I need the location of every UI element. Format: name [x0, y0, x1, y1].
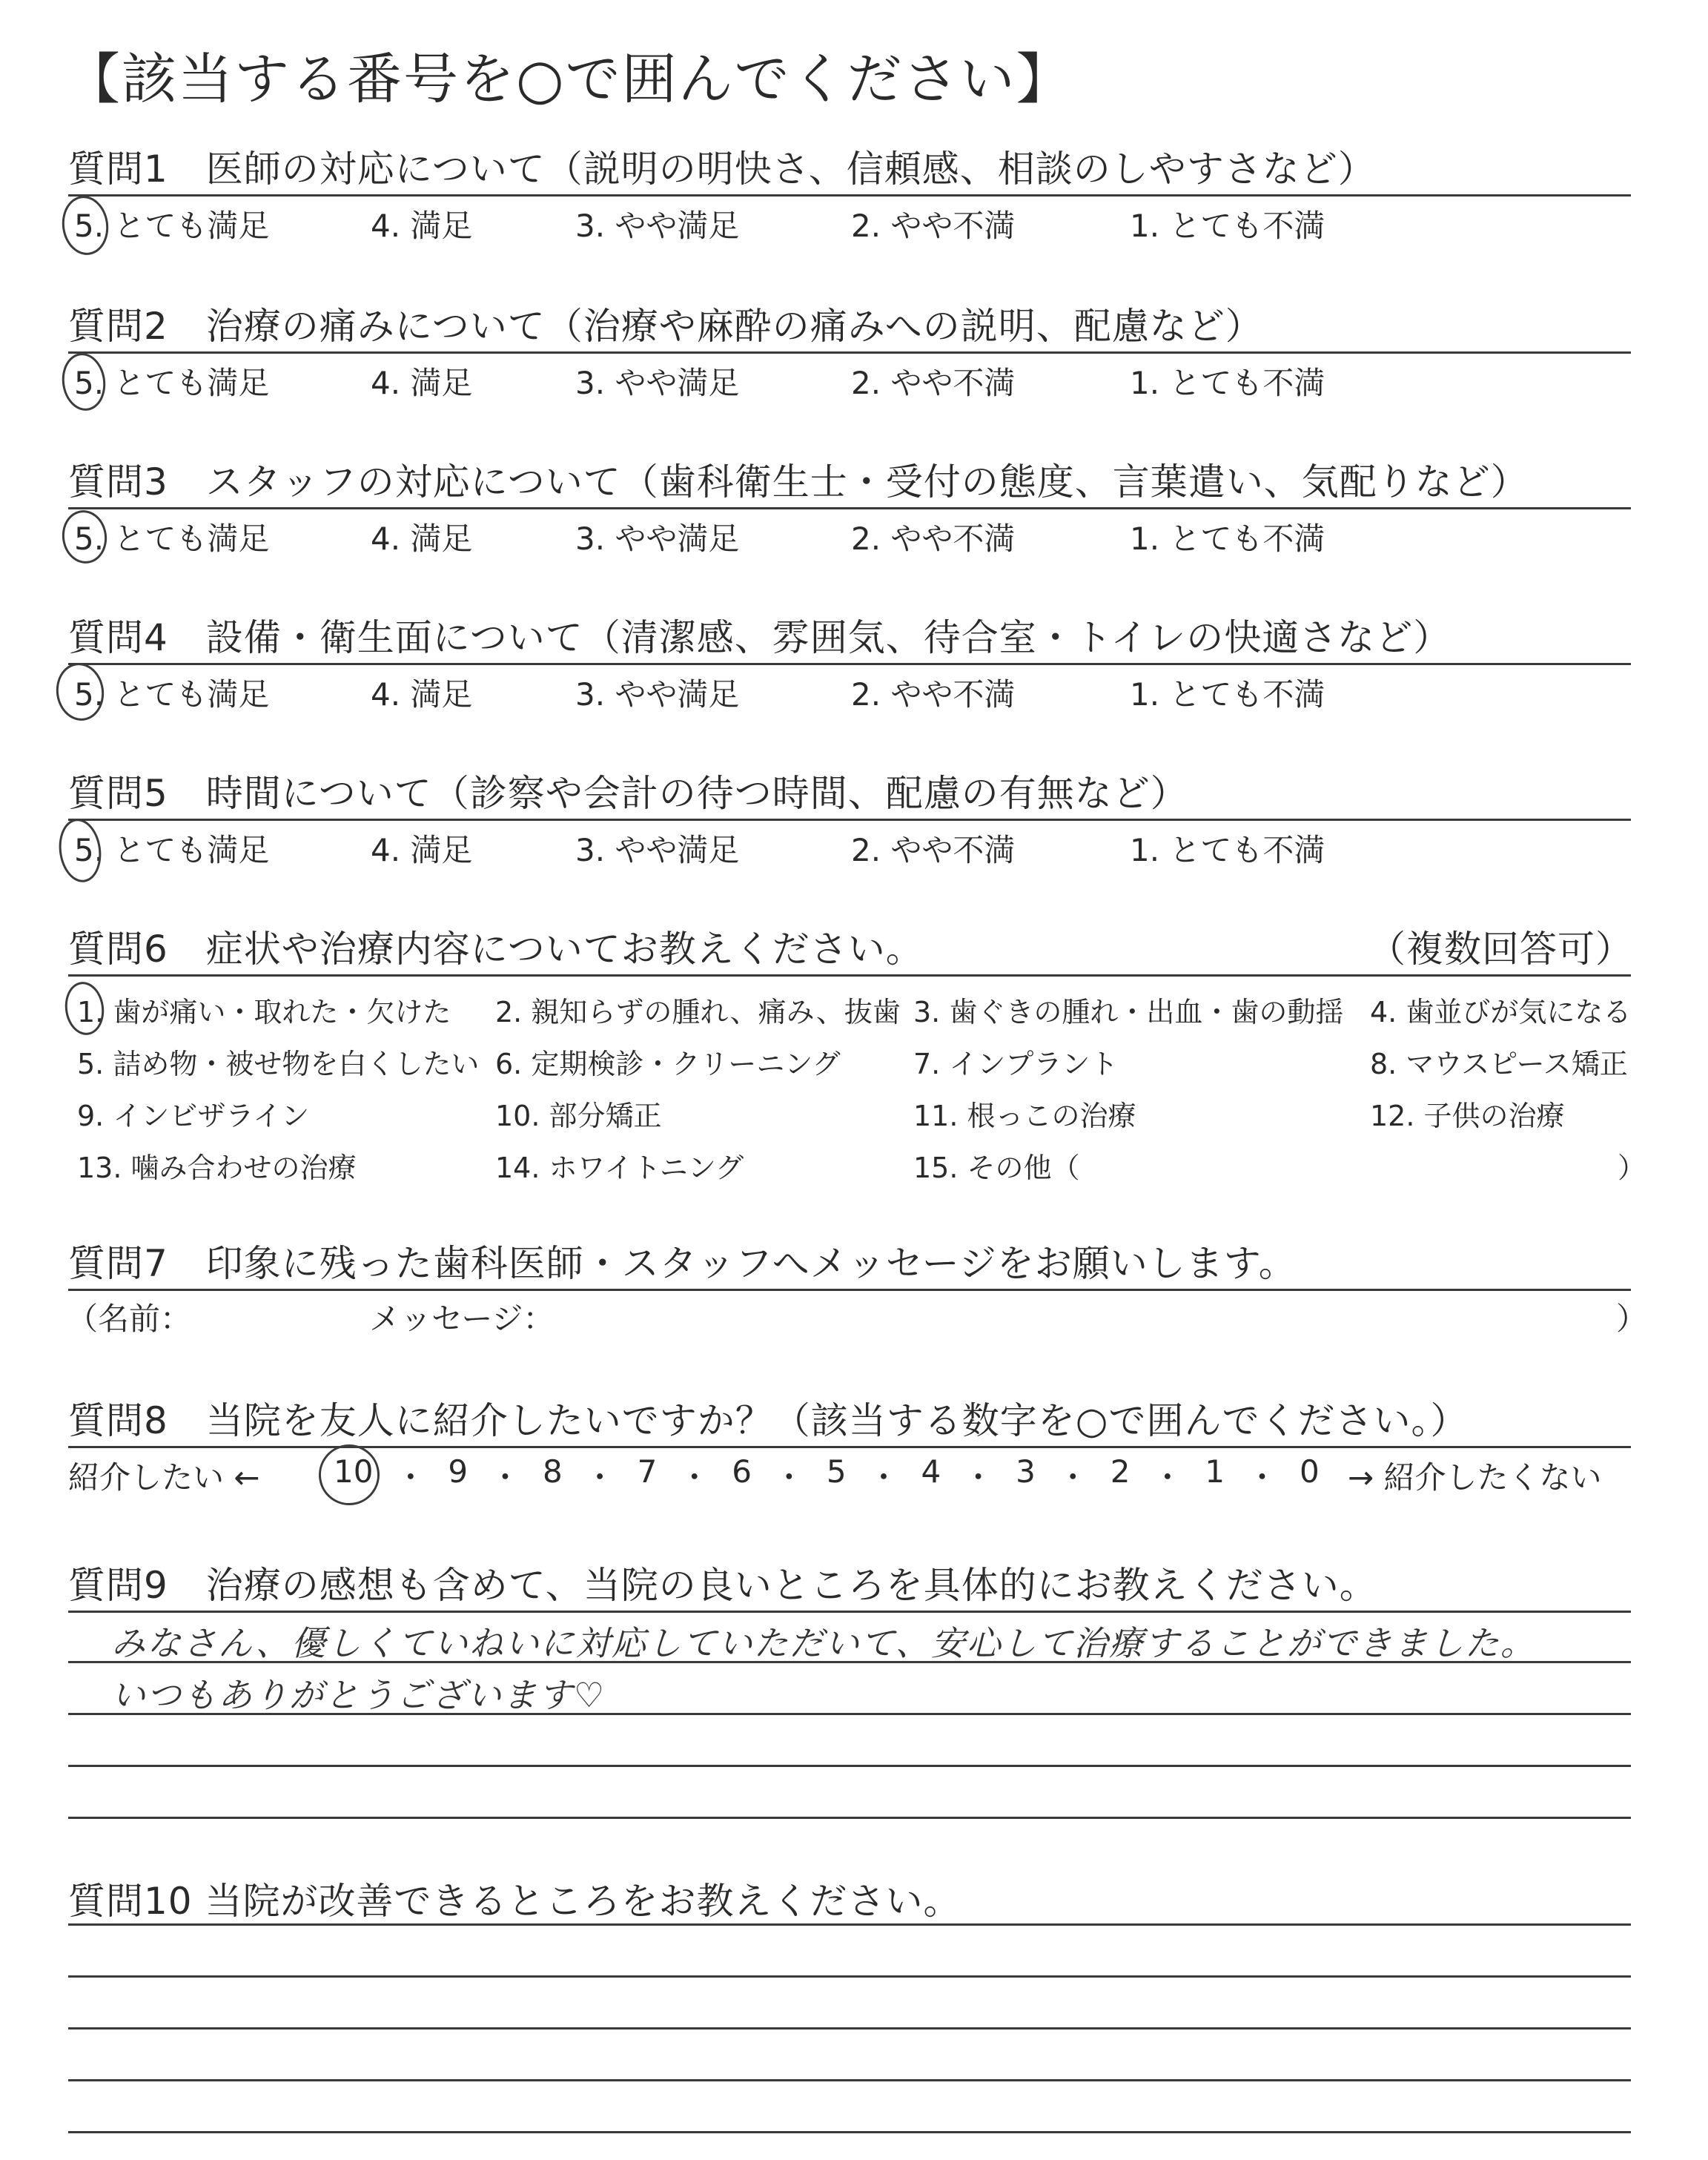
divider: [68, 1446, 1631, 1448]
q2-option-1[interactable]: 1. とても不満: [1130, 365, 1325, 401]
writing-line: [68, 1765, 1631, 1767]
divider: [68, 819, 1631, 821]
scale-dot: ・: [962, 1459, 994, 1496]
scale-7[interactable]: 7: [637, 1453, 658, 1490]
divider: [68, 194, 1631, 196]
q1-option-4[interactable]: 4. 満足: [371, 208, 473, 244]
scale-dot: ・: [1057, 1459, 1089, 1496]
message-field-label: メッセージ：: [369, 1301, 555, 1337]
q4-option-1[interactable]: 1. とても不満: [1130, 676, 1325, 713]
q4-option-3[interactable]: 3. やや満足: [575, 676, 740, 713]
name-field-label: （名前：: [67, 1301, 192, 1337]
q5-option-1[interactable]: 1. とても不満: [1130, 832, 1325, 868]
q5-option-5[interactable]: 5. とても満足: [74, 832, 270, 868]
question-10-label: 質問10 当院が改善できるところをお教えください。: [68, 1880, 961, 1923]
scale-dot: ・: [678, 1459, 710, 1496]
q6-option-4[interactable]: 4. 歯並びが気になる: [1370, 996, 1632, 1028]
scale-10[interactable]: 10: [334, 1453, 374, 1490]
scale-2[interactable]: 2: [1110, 1453, 1131, 1490]
q6-option-8[interactable]: 8. マウスピース矯正: [1370, 1048, 1628, 1080]
scale-5[interactable]: 5: [826, 1453, 847, 1490]
q2-option-2[interactable]: 2. やや不満: [851, 365, 1016, 401]
scale-6[interactable]: 6: [732, 1453, 752, 1490]
scale-dot: ・: [1246, 1459, 1278, 1496]
q2-option-5[interactable]: 5. とても満足: [74, 365, 270, 401]
question-2-label: 質問2 治療の痛みについて（治療や麻酔の痛みへの説明、配慮など）: [68, 305, 1263, 348]
q6-option-5[interactable]: 5. 詰め物・被せ物を白くしたい: [77, 1048, 480, 1080]
q1-option-2[interactable]: 2. やや不満: [851, 208, 1016, 244]
question-5-label: 質問5 時間について（診察や会計の待つ時間、配慮の有無など）: [68, 772, 1188, 815]
page-title: 【該当する番号を○で囲んでください】: [65, 47, 1073, 111]
q3-option-1[interactable]: 1. とても不満: [1130, 521, 1325, 557]
selection-circle: [315, 1441, 384, 1510]
q2-option-3[interactable]: 3. やや満足: [575, 365, 740, 401]
writing-line: [68, 2079, 1631, 2081]
q6-option-6[interactable]: 6. 定期検診・クリーニング: [495, 1048, 841, 1080]
q3-option-5[interactable]: 5. とても満足: [74, 521, 270, 557]
q6-option-9[interactable]: 9. インビザライン: [77, 1100, 310, 1132]
q5-option-3[interactable]: 3. やや満足: [575, 832, 740, 868]
scale-dot: ・: [773, 1459, 805, 1496]
divider: [68, 1289, 1631, 1291]
q5-option-2[interactable]: 2. やや不満: [851, 832, 1016, 868]
question-8-label: 質問8 当院を友人に紹介したいですか？（該当する数字を○で囲んでください。）: [68, 1399, 1469, 1442]
writing-line: [68, 2131, 1631, 2133]
scale-left-label: 紹介したい ←: [68, 1459, 260, 1496]
q3-option-4[interactable]: 4. 満足: [371, 521, 473, 557]
q6-option-14[interactable]: 14. ホワイトニング: [495, 1152, 744, 1184]
multiple-answers-note: （複数回答可）: [1368, 928, 1633, 971]
q6-option-15-close: ）: [1618, 1152, 1646, 1184]
q4-option-2[interactable]: 2. やや不満: [851, 676, 1016, 713]
divider: [68, 507, 1631, 509]
q4-option-5[interactable]: 5. とても満足: [74, 676, 270, 713]
scale-dot: ・: [489, 1459, 521, 1496]
q7-close-paren: ）: [1616, 1301, 1648, 1337]
scale-dot: ・: [394, 1459, 426, 1496]
q1-option-3[interactable]: 3. やや満足: [575, 208, 740, 244]
q4-option-4[interactable]: 4. 満足: [371, 676, 473, 713]
writing-line: [68, 1817, 1631, 1819]
q5-option-4[interactable]: 4. 満足: [371, 832, 473, 868]
divider: [68, 1923, 1631, 1926]
writing-line: [68, 1975, 1631, 1978]
q6-option-2[interactable]: 2. 親知らずの腫れ、痛み、抜歯: [495, 996, 901, 1028]
divider: [68, 1611, 1631, 1613]
question-3-label: 質問3 スタッフの対応について（歯科衛生士・受付の態度、言葉遣い、気配りなど）: [68, 460, 1529, 503]
scale-9[interactable]: 9: [448, 1453, 469, 1490]
scale-1[interactable]: 1: [1205, 1453, 1225, 1490]
q2-option-4[interactable]: 4. 満足: [371, 365, 473, 401]
scale-4[interactable]: 4: [921, 1453, 941, 1490]
recommendation-scale: [334, 1453, 1320, 1498]
handwritten-answer-line-2: いつもありがとうございます♡: [111, 1675, 606, 1715]
handwritten-answer-line-1: みなさん、優しくていねいに対応していただいて、安心して治療することができました。: [111, 1623, 1536, 1663]
question-1-label: 質問1 医師の対応について（説明の明快さ、信頼感、相談のしやすさなど）: [68, 148, 1376, 191]
q6-option-3[interactable]: 3. 歯ぐきの腫れ・出血・歯の動揺: [913, 996, 1344, 1028]
scale-right-label: → 紹介したくない: [1348, 1459, 1602, 1496]
q6-option-11[interactable]: 11. 根っこの治療: [913, 1100, 1136, 1132]
q6-option-12[interactable]: 12. 子供の治療: [1370, 1100, 1565, 1132]
q1-option-1[interactable]: 1. とても不満: [1130, 208, 1325, 244]
q6-option-1[interactable]: 1. 歯が痛い・取れた・欠けた: [77, 996, 451, 1028]
q6-option-15[interactable]: 15. その他（: [913, 1152, 1080, 1184]
q6-option-13[interactable]: 13. 噛み合わせの治療: [77, 1152, 357, 1184]
scale-dot: ・: [868, 1459, 900, 1496]
q3-option-2[interactable]: 2. やや不満: [851, 521, 1016, 557]
writing-line: [68, 2027, 1631, 2029]
q1-option-5[interactable]: 5. とても満足: [74, 208, 270, 244]
question-6-label: 質問6 症状や治療内容についてお教えください。: [68, 928, 924, 971]
scale-3[interactable]: 3: [1016, 1453, 1036, 1490]
divider: [68, 974, 1631, 977]
question-4-label: 質問4 設備・衛生面について（清潔感、雰囲気、待合室・トイレの快適さなど）: [68, 616, 1452, 659]
question-9-label: 質問9 治療の感想も含めて、当院の良いところを具体的にお教えください。: [68, 1564, 1377, 1607]
q6-option-7[interactable]: 7. インプラント: [913, 1048, 1119, 1080]
question-7-label: 質問7 印象に残った歯科医師・スタッフへメッセージをお願いします。: [68, 1242, 1297, 1285]
divider: [68, 663, 1631, 665]
scale-dot: ・: [584, 1459, 616, 1496]
divider: [68, 351, 1631, 354]
q6-option-10[interactable]: 10. 部分矯正: [495, 1100, 662, 1132]
scale-0[interactable]: 0: [1299, 1453, 1320, 1490]
q3-option-3[interactable]: 3. やや満足: [575, 521, 740, 557]
scale-8[interactable]: 8: [542, 1453, 563, 1490]
scale-dot: ・: [1151, 1459, 1183, 1496]
